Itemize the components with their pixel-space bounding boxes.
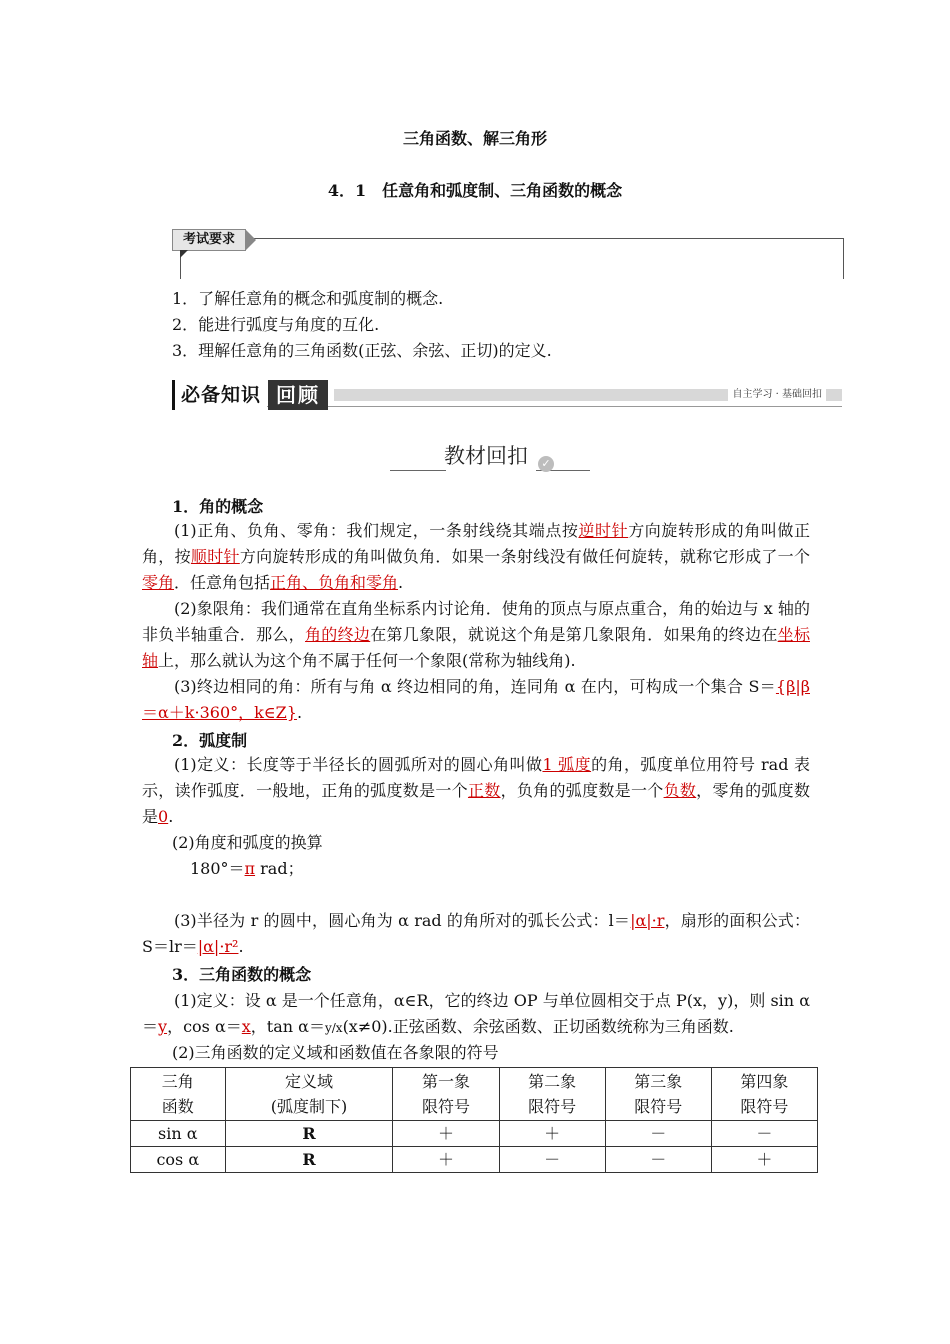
paragraph: (2)象限角：我们通常在直角坐标系内讨论角．使角的顶点与原点重合，角的始边与 x 轴的非负半轴重合．那么，角的终边在第几象限，就说这个角是第几象限角．如果角的终边在坐标轴上，那么就认为这个角不属于任何一个象限(常称为轴线角). <box>142 599 810 670</box>
answer: π <box>244 859 256 878</box>
answer: 顺时针 <box>190 547 240 566</box>
answer: y <box>158 1017 168 1036</box>
table-cell: sin α <box>131 1121 226 1147</box>
table-cell: cos α <box>131 1147 226 1173</box>
table-cell: ＋ <box>499 1121 605 1147</box>
section-head: 3．三角函数的概念 <box>172 965 312 984</box>
answer: 角的终边 <box>305 625 371 644</box>
paragraph: (1)定义：设 α 是一个任意角，α∈R，它的终边 OP 与单位圆相交于点 P(x，y)，则 sin α＝y，cos α＝x，tan α＝y/x(x≠0).正弦函数、余弦函数、正切函数统称为三角函数. <box>142 991 810 1036</box>
table-cell: ＋ <box>393 1121 499 1147</box>
answer: x <box>241 1017 251 1036</box>
paragraph: (3)半径为 r 的圆中，圆心角为 α rad 的角所对的弧长公式：l＝|α|·r，扇形的面积公式：S＝lr＝|α|·r². <box>142 911 810 956</box>
table-header-cell: 三角 函数 <box>131 1068 226 1121</box>
table-header-cell: 第二象 限符号 <box>499 1068 605 1121</box>
section-head: 1．角的概念 <box>172 497 264 516</box>
answer: 1 弧度 <box>542 755 592 774</box>
fraction-y-over-x: y/x <box>324 1021 343 1035</box>
table-header-cell: 第三象 限符号 <box>605 1068 711 1121</box>
answer: 零角 <box>142 573 175 592</box>
answer: 逆时针 <box>578 521 629 540</box>
table-cell: R <box>225 1147 393 1173</box>
answer: |α|·r <box>630 911 665 930</box>
table-cell: － <box>605 1147 711 1173</box>
requirements-frame <box>180 238 844 279</box>
answer: {β|β＝α＋k·360°，k∈Z} <box>142 677 810 722</box>
table-cell: － <box>711 1121 817 1147</box>
section-head: 2．弧度制 <box>172 731 248 750</box>
answer: 0 <box>158 807 169 826</box>
answer: 正数 <box>467 781 501 800</box>
requirement-item: 1．了解任意角的概念和弧度制的概念. <box>172 289 444 308</box>
paragraph: (1)定义：长度等于半径长的圆弧所对的圆心角叫做1 弧度的角，弧度单位用符号 rad 表示，读作弧度．一般地，正角的弧度数是一个正数，负角的弧度数是一个负数，零角的弧度数是0. <box>142 755 810 826</box>
paragraph: (2)三角函数的定义域和函数值在各象限的符号 <box>172 1043 499 1062</box>
table-row <box>131 1121 818 1147</box>
paragraph: (3)终边相同的角：所有与角 α 终边相同的角，连同角 α 在内，可构成一个集合 S＝{β|β＝α＋k·360°，k∈Z}. <box>142 677 810 722</box>
banner-highlight: 回顾 <box>268 380 328 410</box>
answer: 正角、负角和零角 <box>270 573 399 592</box>
table-header-cell: 第四象 限符号 <box>711 1068 817 1121</box>
paragraph: (2)角度和弧度的换算 <box>172 833 323 852</box>
subheader <box>390 440 590 474</box>
table-cell: － <box>499 1147 605 1173</box>
chapter-title: 三角函数、解三角形 <box>402 129 547 148</box>
banner-label: 必备知识 <box>172 380 267 410</box>
requirement-item: 3．理解任意角的三角函数(正弦、余弦、正切)的定义. <box>172 341 552 360</box>
banner-note: 自主学习 · 基础回扣 <box>728 388 826 402</box>
answer: 坐标轴 <box>142 625 810 670</box>
table-cell: ＋ <box>393 1147 499 1173</box>
requirements-tag: 考试要求 <box>172 229 246 251</box>
section-title: 4．1 任意角和弧度制、三角函数的概念 <box>327 181 623 200</box>
answer: |α|·r² <box>197 937 239 956</box>
sign-table <box>130 1067 818 1173</box>
table-header-row <box>131 1068 818 1121</box>
formula: 180°＝π rad； <box>190 859 304 878</box>
table-row <box>131 1147 818 1173</box>
check-icon: ✓ <box>538 456 554 472</box>
requirement-item: 2．能进行弧度与角度的互化. <box>172 315 380 334</box>
table-header-cell: 第一象 限符号 <box>393 1068 499 1121</box>
table-cell: ＋ <box>711 1147 817 1173</box>
corner-mark-icon <box>180 250 188 258</box>
paragraph: (1)正角、负角、零角：我们规定，一条射线绕其端点按逆时针方向旋转形成的角叫做正角，按顺时针方向旋转形成的角叫做负角．如果一条射线没有做任何旋转，就称它形成了一个零角．任意角包括正角、负角和零角. <box>142 521 810 592</box>
section-banner <box>172 380 842 410</box>
table-cell: － <box>605 1121 711 1147</box>
subheader-line-left <box>390 470 446 471</box>
table-cell: R <box>225 1121 393 1147</box>
answer: 负数 <box>663 781 697 800</box>
subheader-text: 教材回扣 <box>444 444 528 468</box>
table-header-cell: 定义域 (弧度制下) <box>225 1068 393 1121</box>
